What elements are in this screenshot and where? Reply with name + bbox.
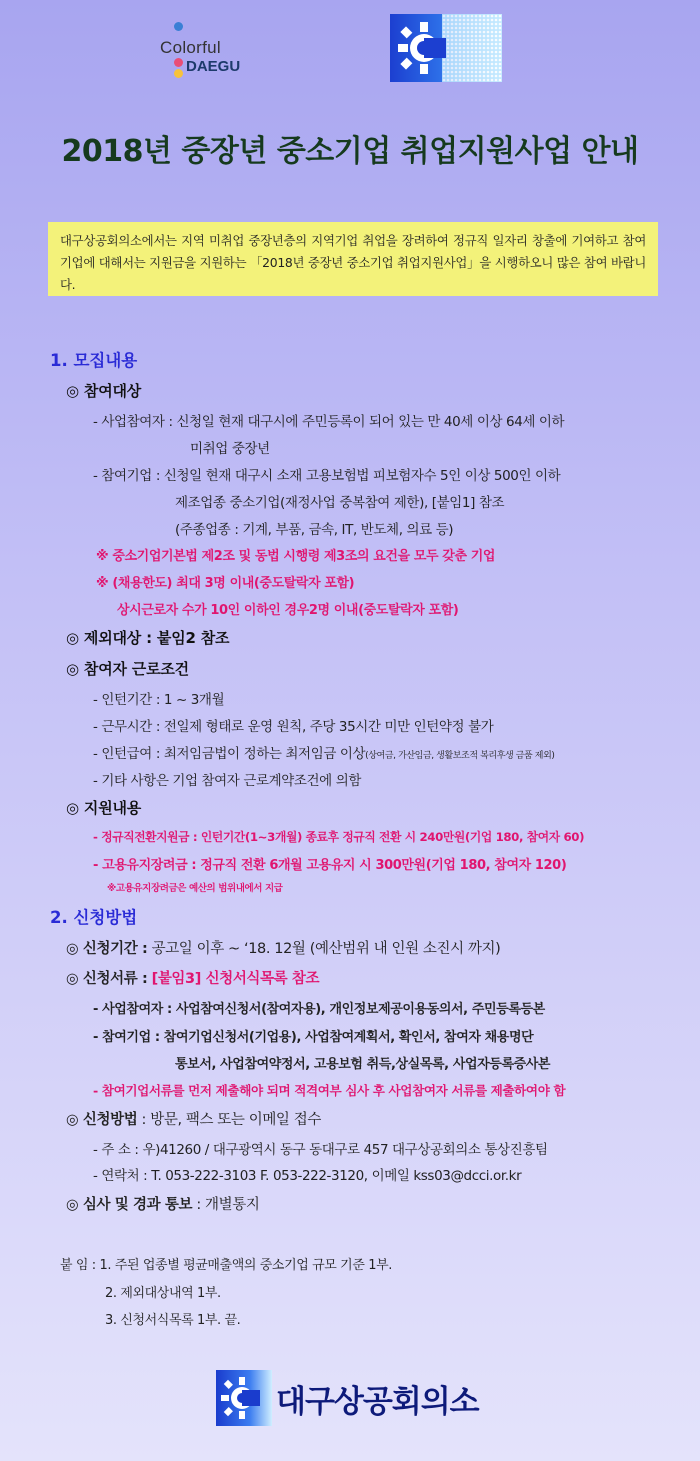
colorful-logo-word: Colorful — [160, 38, 221, 57]
colorful-daegu-logo — [160, 20, 270, 80]
intro-notice-box: 대구상공회의소에서는 지역 미취업 중장년층의 지역기업 취업을 장려하여 정규직 일자리 창출에 기여하고 참여기업에 대해서는 지원금을 지원하는 「2018년 중장년 중소기업 취업지원사업」을 시행하오니 많은 참여 바랍니다. — [48, 222, 658, 296]
conditions-line-4: - 기타 사항은 기업 참여자 근로계약조건에 의함 — [93, 773, 361, 789]
participants-line-2: 미취업 중장년 — [190, 441, 270, 457]
conditions-line-1: - 인턴기간 : 1 ~ 3개월 — [93, 692, 225, 708]
support-line-1: - 정규직전환지원금 : 인턴기간(1~3개월) 종료후 정규직 전환 시 240만원(기업 180, 참여자 60) — [93, 830, 585, 844]
participants-line-5: (주종업종 : 기계, 부품, 금속, IT, 반도체, 의료 등) — [175, 522, 454, 538]
participants-line-4: 제조업종 중소기업(재정사업 중복참여 제한), [붙임1] 참조 — [175, 495, 505, 511]
docs-row: ◎ 신청서류 : [붙임3] 신청서식목록 참조 — [66, 971, 320, 987]
dcci-footer-logo — [216, 1370, 486, 1426]
daegu-logo-word: DAEGU — [186, 58, 241, 75]
support-note: ※고용유지장려금은 예산의 범위내에서 지급 — [107, 883, 283, 894]
contact-line: - 연락처 : T. 053-222-3103 F. 053-222-3120, 이메일 kss03@dcci.or.kr — [93, 1168, 522, 1184]
docs-line-1: - 사업참여자 : 사업참여신청서(참여자용), 개인정보제공이용동의서, 주민등록등본 — [93, 1002, 545, 1017]
colorful-dots-icon — [174, 22, 184, 33]
support-line-2: - 고용유지장려금 : 정규직 전환 6개월 고용유지 시 300만원(기업 180, 참여자 120) — [93, 858, 567, 873]
attachment-line-1: 붙 임 : 1. 주된 업종별 평균매출액의 중소기업 규모 기준 1부. — [60, 1258, 392, 1273]
docs-line-2: - 참여기업 : 참여기업신청서(기업용), 사업참여계획서, 확인서, 참여자 채용명단 — [93, 1030, 534, 1045]
participants-note-2: ※ (채용한도) 최대 3명 이내(중도탈락자 포함) — [96, 576, 355, 591]
dcci-gear-icon — [216, 1370, 272, 1426]
method-row: ◎ 신청방법 : 방문, 팩스 또는 이메일 접수 — [66, 1112, 321, 1128]
participants-note-3: 상시근로자 수가 10인 이하인 경우2명 이내(중도탈락자 포함) — [117, 603, 459, 618]
docs-note: - 참여기업서류를 먼저 제출해야 되며 적격여부 심사 후 사업참여자 서류를 제출하여야 함 — [93, 1083, 566, 1098]
conditions-line-3: - 인턴급여 : 최저임금법이 정하는 최저임금 이상(상여금, 가산임금, 생활보조적 복리후생 금품 제외) — [93, 746, 555, 762]
participants-line-1: - 사업참여자 : 신청일 현재 대구시에 주민등록이 되어 있는 만 40세 이상 64세 이하 — [93, 414, 565, 430]
review-row: ◎ 심사 및 경과 통보 : 개별통지 — [66, 1197, 260, 1213]
dcci-gear-emblem-icon — [390, 14, 502, 82]
attachment-line-2: 2. 제외대상내역 1부. — [105, 1286, 221, 1301]
support-heading: ◎ 지원내용 — [66, 799, 142, 817]
participants-note-1: ※ 중소기업기본법 제2조 및 동법 시행령 제3조의 요건을 모두 갖춘 기업 — [96, 549, 496, 564]
period-row: ◎ 신청기간 : 공고일 이후 ~ ‘18. 12월 (예산범위 내 인원 소진시 까지) — [66, 941, 501, 957]
page-title: 2018년 중장년 중소기업 취업지원사업 안내 — [61, 134, 639, 169]
attachment-line-3: 3. 신청서식목록 1부. 끝. — [105, 1313, 241, 1328]
docs-line-3: 통보서, 사업참여약정서, 고용보험 취득,상실목록, 사업자등록증사본 — [175, 1057, 551, 1072]
conditions-line-2: - 근무시간 : 전일제 형태로 운영 원칙, 주당 35시간 미만 인턴약정 불가 — [93, 719, 494, 735]
participants-heading: ◎ 참여대상 — [66, 382, 142, 400]
section2-heading: 2. 신청방법 — [50, 908, 138, 927]
footer-org-name: 대구상공회의소 — [276, 1384, 479, 1420]
conditions-line-3-note: (상여금, 가산임금, 생활보조적 복리후생 금품 제외) — [365, 751, 555, 761]
excluded-heading: ◎ 제외대상 : 붙임2 참조 — [66, 629, 230, 647]
address-line: - 주 소 : 우)41260 / 대구광역시 동구 동대구로 457 대구상공회의소 통상진흥팀 — [93, 1142, 548, 1158]
section1-heading: 1. 모집내용 — [50, 351, 138, 370]
conditions-heading: ◎ 참여자 근로조건 — [66, 660, 189, 678]
participants-line-3: - 참여기업 : 신청일 현재 대구시 소재 고용보험법 피보험자수 5인 이상 500인 이하 — [93, 468, 561, 484]
